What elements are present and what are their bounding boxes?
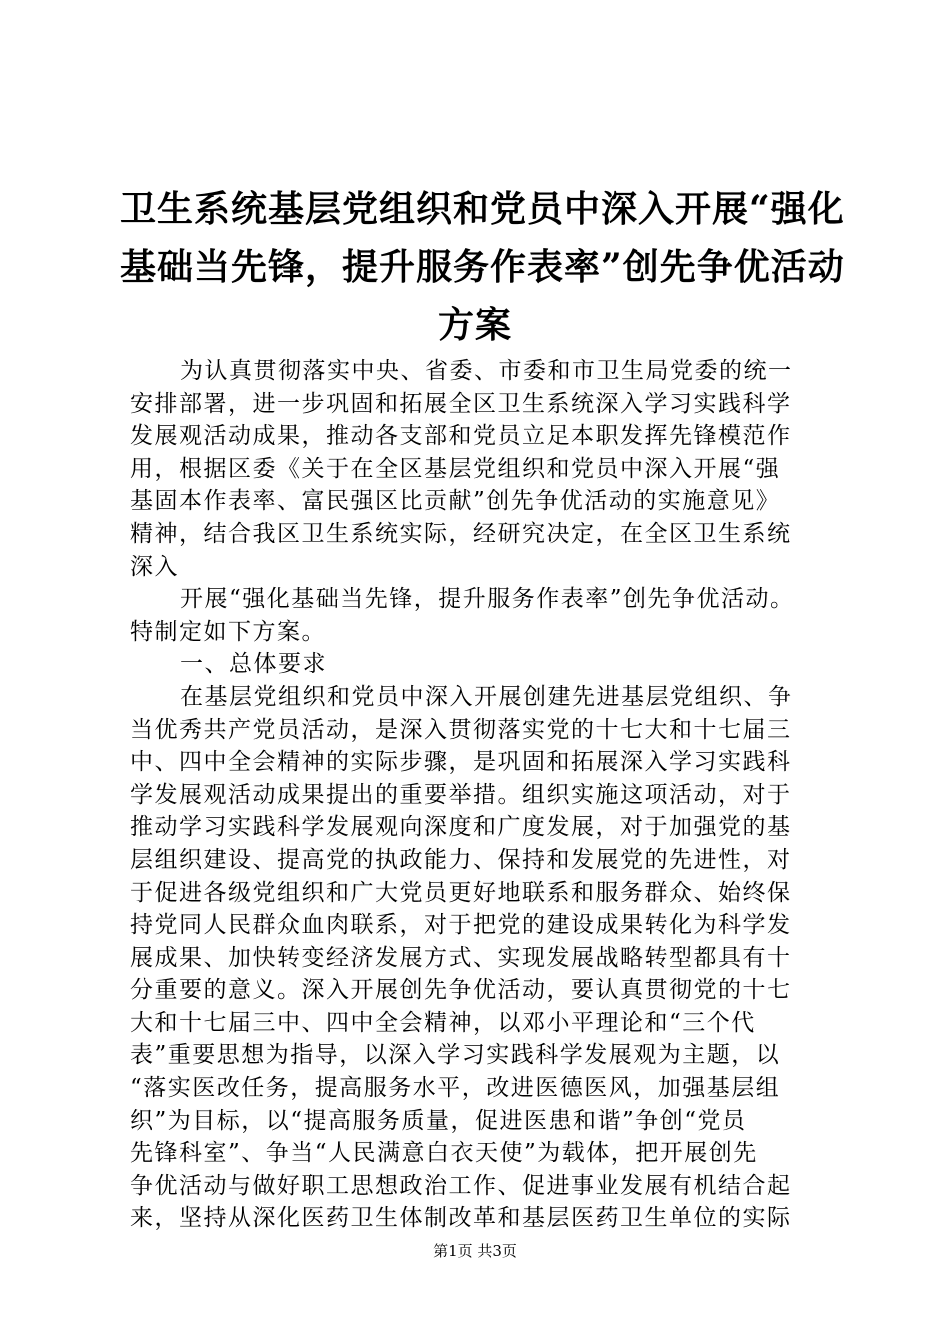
paragraph-line: 当优秀共产党员活动，是深入贯彻落实党的十七大和十七届三 (130, 716, 792, 743)
paragraph-line: 中、四中全会精神的实际步骤，是巩固和拓展深入学习实践科 (130, 749, 792, 776)
paragraph-line: 层组织建设、提高党的执政能力、保持和发展党的先进性，对 (130, 846, 792, 873)
paragraph-line: 展成果、加快转变经济发展方式、实现发展战略转型都具有十 (130, 944, 792, 971)
paragraph-line: 开展“强化基础当先锋，提升服务作表率”创先争优活动。 (180, 586, 795, 613)
paragraph-line: 织”为目标，以“提高服务质量，促进医患和谐”争创“党员 (130, 1107, 747, 1134)
paragraph-line: “落实医改任务，提高服务水平，改进医德医风，加强基层组 (130, 1075, 781, 1102)
title-line: 基础当先锋，提升服务作表率”创先争优活动 (120, 246, 845, 288)
paragraph-line: 推动学习实践科学发展观向深度和广度发展，对于加强党的基 (130, 814, 792, 841)
title-line: 方案 (437, 304, 512, 346)
paragraph-line: 表”重要思想为指导，以深入学习实践科学发展观为主题，以 (130, 1042, 781, 1069)
paragraph-line: 特制定如下方案。 (130, 618, 326, 645)
paragraph-line: 在基层党组织和党员中深入开展创建先进基层党组织、争 (180, 683, 793, 710)
paragraph-line: 基固本作表率、富民强区比贡献”创先争优活动的实施意见》 (130, 488, 781, 515)
section-heading: 一、总体要求 (180, 651, 327, 678)
paragraph-line: 分重要的意义。深入开展创先争优活动，要认真贯彻党的十七 (130, 977, 792, 1004)
title-line: 卫生系统基层党组织和党员中深入开展“强化 (120, 188, 845, 230)
paragraph-line: 大和十七届三中、四中全会精神，以邓小平理论和“三个代 (130, 1009, 756, 1036)
document-body (130, 355, 835, 1235)
page-footer: 第1页 共3页 (433, 1242, 517, 1260)
paragraph-line: 安排部署，进一步巩固和拓展全区卫生系统深入学习实践科学 (130, 390, 792, 417)
paragraph-line: 为认真贯彻落实中央、省委、市委和市卫生局党委的统一 (180, 358, 793, 384)
paragraph-line: 先锋科室”、争当“人民满意白衣天使”为载体，把开展创先 (130, 1140, 758, 1167)
paragraph-line: 精神，结合我区卫生系统实际，经研究决定，在全区卫生系统 (130, 520, 792, 547)
paragraph-line: 用，根据区委《关于在全区基层党组织和党员中深入开展“强 (130, 455, 781, 482)
paragraph-line: 争优活动与做好职工思想政治工作、促进事业发展有机结合起 (130, 1172, 792, 1199)
document-title (120, 180, 845, 354)
paragraph-line: 发展观活动成果，推动各支部和党员立足本职发挥先锋模范作 (130, 423, 792, 450)
paragraph-line: 于促进各级党组织和广大党员更好地联系和服务群众、始终保 (130, 879, 792, 906)
paragraph-line: 深入 (130, 553, 179, 580)
paragraph-line: 学发展观活动成果提出的重要举措。组织实施这项活动，对于 (130, 781, 792, 808)
paragraph-line: 来，坚持从深化医药卫生体制改革和基层医药卫生单位的实际 (130, 1205, 792, 1232)
paragraph-line: 持党同人民群众血肉联系，对于把党的建设成果转化为科学发 (130, 912, 792, 939)
